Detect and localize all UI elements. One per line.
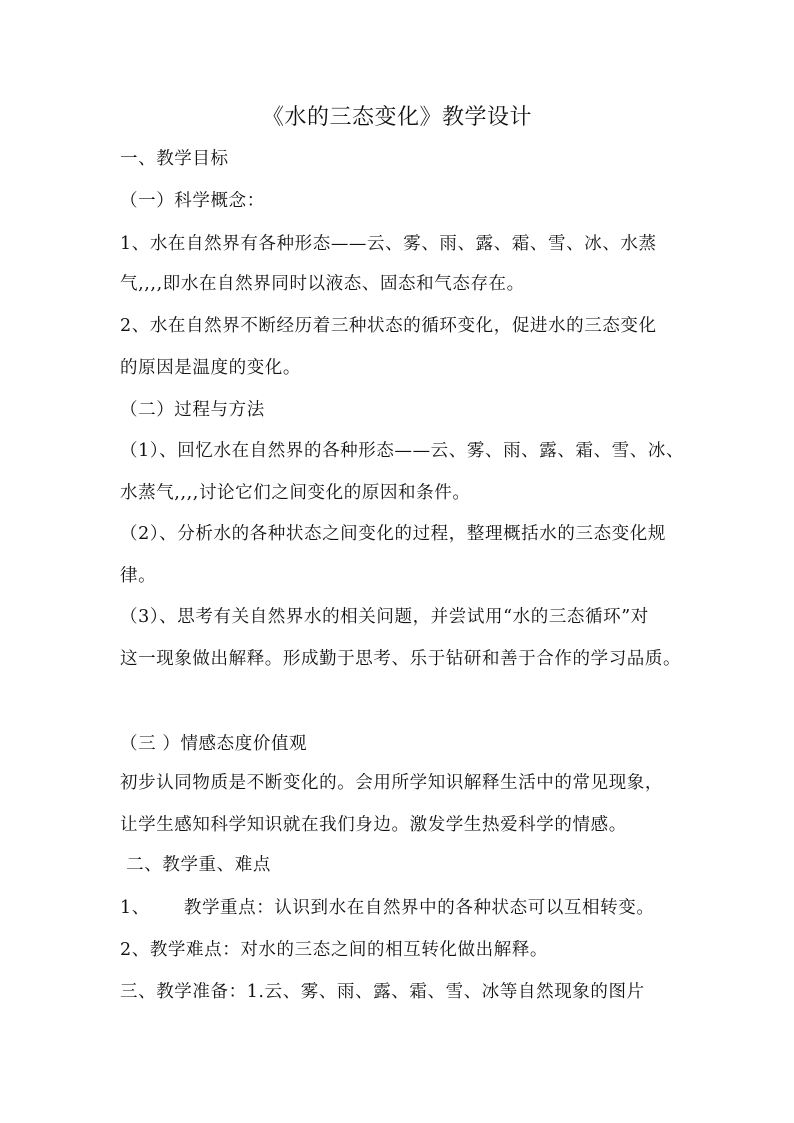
paragraph-line: 气,,,,即水在自然界同时以液态、固态和气态存在。 [120,274,525,294]
document-title: 《水的三态变化》教学设计 [261,105,532,130]
paragraph-line: 1、水在自然界有各种形态——云、雾、雨、露、霜、雪、冰、水蒸 [120,234,657,254]
paragraph-line: （1）、回忆水在自然界的各种形态——云、雾、雨、露、霜、雪、冰、 [120,441,685,461]
paragraph-line: 三、教学准备：1.云、雾、雨、露、霜、雪、冰等自然现象的图片 [120,982,645,1002]
paragraph-line: 这一现象做出解释。形成勤于思考、乐于钻研和善于合作的学习品质。 [120,649,682,669]
paragraph-line: 让学生感知科学知识就在我们身边。激发学生热爱科学的情感。 [120,815,627,835]
list-number: 1、 [120,898,150,918]
subsection-heading-attitude: （三 ）情感态度价值观 [120,734,308,754]
paragraph-line: 律。 [120,566,157,586]
section-heading-objectives: 一、教学目标 [120,149,229,169]
section-heading-key-points-text: 二、教学重、难点 [120,855,271,875]
paragraph-line: （3）、思考有关自然界水的相关问题，并尝试用“水的三态循环”对 [120,607,649,627]
paragraph-line [120,896,654,920]
paragraph-line: 的原因是温度的变化。 [120,358,301,378]
subsection-heading-concepts: （一）科学概念： [120,191,265,211]
list-text: 教学重点：认识到水在自然界中的各种状态可以互相转变。 [183,898,655,918]
subsection-heading-process: （二）过程与方法 [120,400,265,420]
paragraph-line: （2）、分析水的各种状态之间变化的过程，整理概括水的三态变化规 [120,524,666,544]
paragraph-line: 水蒸气,,,,讨论它们之间变化的原因和条件。 [120,483,471,503]
section-heading-key-points [120,853,271,877]
paragraph-line: 初步认同物质是不断变化的。会用所学知识解释生活中的常见现象， [120,773,663,793]
paragraph-line: 2、水在自然界不断经历着三种状态的循环变化，促进水的三态变化 [120,316,657,336]
paragraph-line: 2、教学难点：对水的三态之间的相互转化做出解释。 [120,940,549,960]
